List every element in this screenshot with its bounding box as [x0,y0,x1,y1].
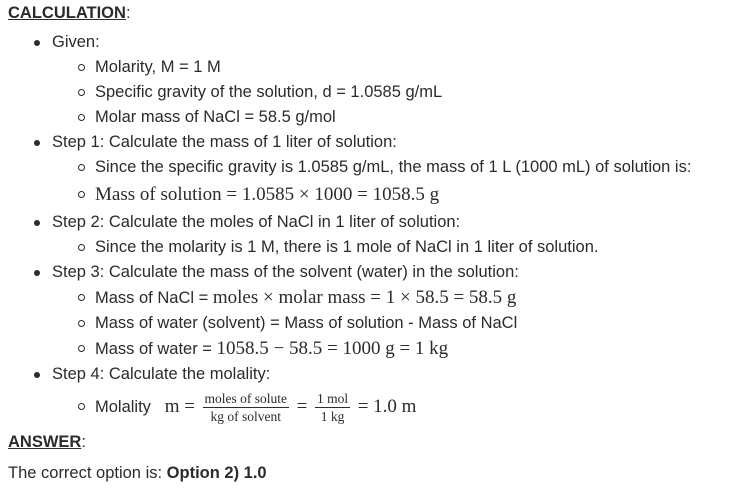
step-4-item [8,362,743,427]
step-1-equation [52,180,743,210]
step-3-label: Step 3: Calculate the mass of the solvent (water) in the solution: [52,260,743,285]
given-sublist [52,55,743,130]
step-1-sublist [52,155,743,210]
equals-sign: = [296,396,308,417]
answer-line: The correct option is: Option 2) 1.0 [8,464,267,482]
given-label: Given: [52,30,743,55]
step-4-label: Step 4: Calculate the molality: [52,362,743,387]
step-3-water-text: Mass of water (solvent) = Mass of solution - Mass of NaCl [52,311,743,336]
molality-result: = 1.0 m [357,396,417,417]
given-item [8,30,743,130]
step-2-text: Since the molarity is 1 M, there is 1 mole of NaCl in 1 liter of solution. [52,235,743,260]
step-3-sublist [52,285,743,362]
step-4-molality: Molality m = $\frac{\text{moles of solute}}{\text{kg of solvent}}$ = $\frac{\text{1 mol}}{1 kg}$ = 1.0 m [52,387,743,427]
step-4-sublist [52,387,743,427]
answer-heading: ANSWER: [8,433,86,451]
steps-list [8,30,743,427]
given-molar-mass: Molar mass of NaCl = 58.5 g/mol [52,105,743,130]
step-1-item [8,130,743,210]
given-specific-gravity: Specific gravity of the solution, d = 1.0585 g/mL [52,80,743,105]
step-3-item [8,260,743,362]
step-3-nacl-mass: Mass of NaCl = moles × molar mass = 1 × 58.5 = 58.5 g [52,285,743,311]
mass-of-solution-equation: Mass of solution = 1.0585 × 1000 = 1058.5 g [95,184,440,205]
step-2-sublist [52,235,743,260]
nacl-mass-equation: moles × molar mass = 1 × 58.5 = 58.5 g [212,287,517,308]
step-2-item [8,210,743,260]
step-2-label: Step 2: Calculate the moles of NaCl in 1 liter of solution: [52,210,743,235]
molality-fraction: $\frac{\text{moles of solute}}{\text{kg of solvent}}$ [204,391,288,425]
step-1-label: Step 1: Calculate the mass of 1 liter of solution: [52,130,743,155]
calculation-heading: CALCULATION: [8,4,131,22]
given-molarity: Molarity, M = 1 M [52,55,743,80]
step-3-water-mass: Mass of water = 1058.5 − 58.5 = 1000 g = 1 kg [52,336,743,362]
answer-option: Option 2) 1.0 [166,464,267,482]
step-1-text: Since the specific gravity is 1.0585 g/mL, the mass of 1 L (1000 mL) of solution is: [52,155,743,180]
value-fraction: $\frac{\text{1 mol}}{1 kg}$ [316,391,349,425]
water-mass-equation: 1058.5 − 58.5 = 1000 g = 1 kg [216,338,449,359]
molality-symbol: m = [164,396,195,417]
